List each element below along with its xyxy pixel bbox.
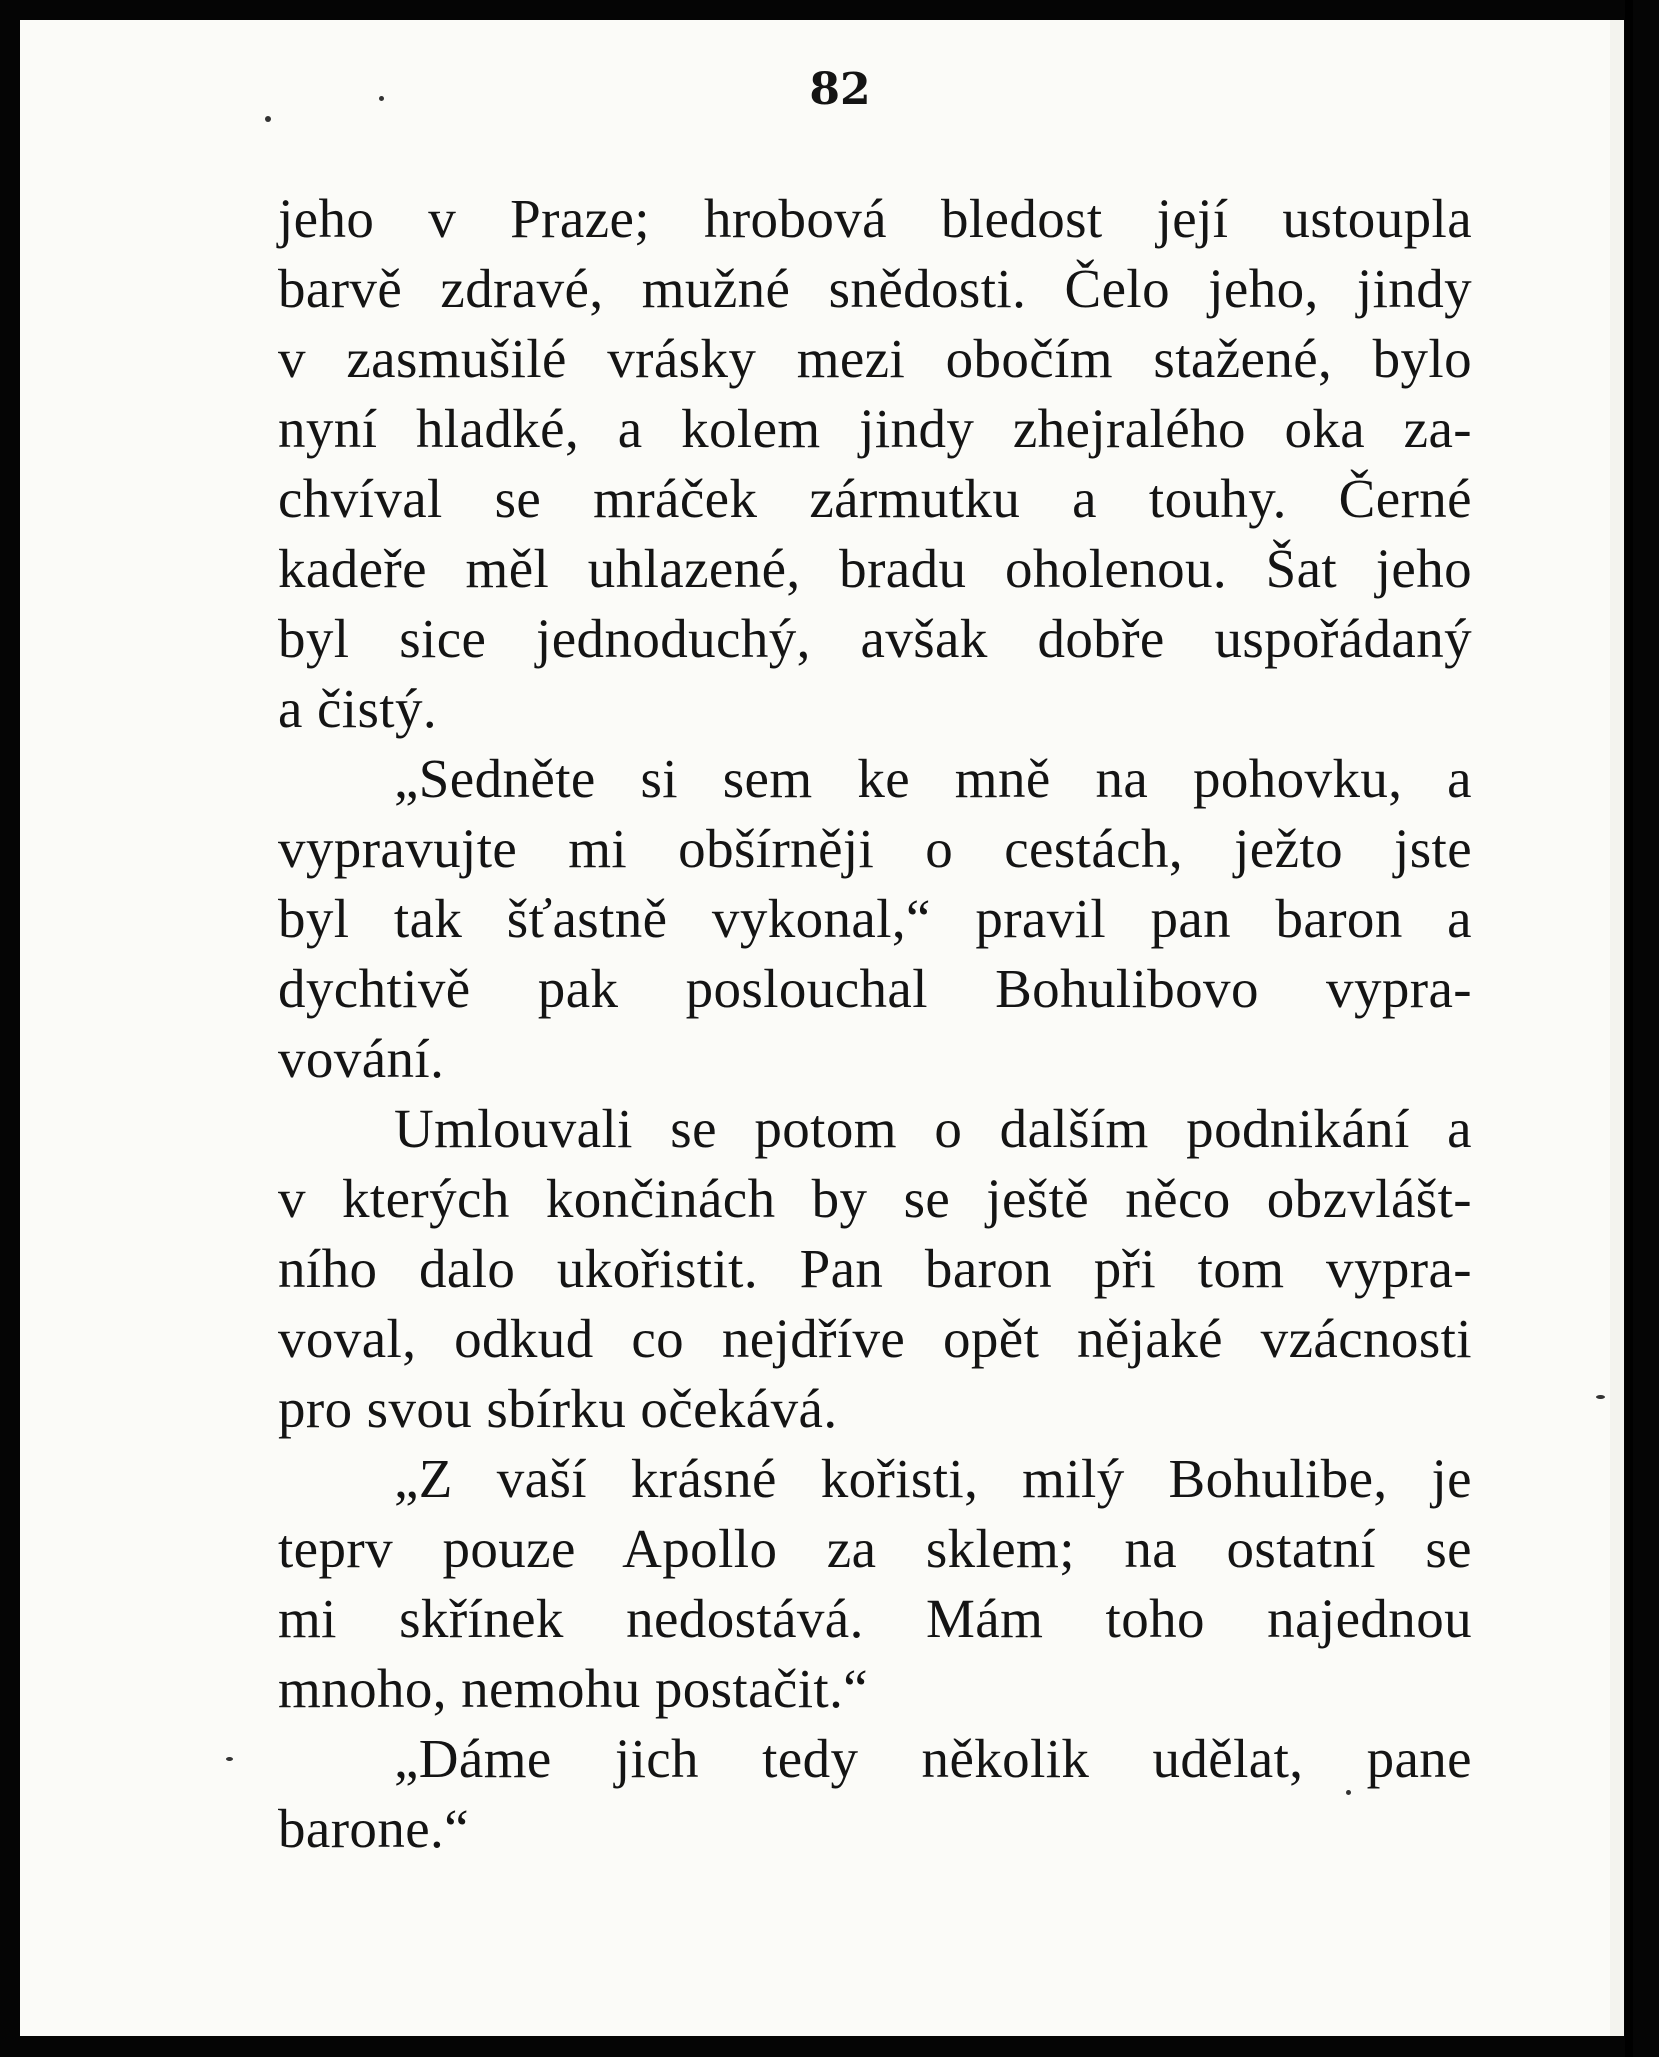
text-line: voval, odkud co nejdříve opět nějaké vzácnosti <box>278 1308 1472 1369</box>
text-line: barvě zdravé, mužné snědosti. Čelo jeho, jindy <box>278 258 1472 319</box>
text-line: chvíval se mráček zármutku a touhy. Černé <box>278 468 1472 529</box>
page-text <box>278 184 1472 1864</box>
text-line: dychtivě pak poslouchal Bohulibovo vypra- <box>278 958 1472 1019</box>
page-number: 82 <box>809 64 871 115</box>
scan-speck <box>1596 1395 1605 1399</box>
text-line: v kterých končinách by se ještě něco obzvlášt- <box>278 1168 1472 1229</box>
binding-shadow <box>1625 0 1633 2057</box>
text-line: pro svou sbírku očekává. <box>278 1378 838 1439</box>
text-line: nyní hladké, a kolem jindy zhejralého oka za- <box>278 398 1472 459</box>
scan-speck <box>1346 1790 1351 1795</box>
text-line: vování. <box>278 1028 445 1089</box>
text-line: kadeře měl uhlazené, bradu oholenou. Šat jeho <box>278 538 1472 599</box>
text-line: mnoho, nemohu postačit.“ <box>278 1658 869 1719</box>
text-line: „Dáme jich tedy několik udělat, pane <box>394 1728 1472 1789</box>
scan-speck <box>379 96 384 101</box>
text-line: vypravujte mi obšírněji o cestách, ježto jste <box>278 818 1472 879</box>
text-line: teprv pouze Apollo za sklem; na ostatní se <box>278 1518 1472 1579</box>
scan-speck <box>226 1757 233 1761</box>
text-line: byl tak šťastně vykonal,“ pravil pan baron a <box>278 888 1472 949</box>
text-line: „Sedněte si sem ke mně na pohovku, a <box>394 748 1472 809</box>
text-line: byl sice jednoduchý, avšak dobře uspořádaný <box>278 608 1472 669</box>
scan-speck <box>265 116 271 122</box>
text-line: ního dalo ukořistit. Pan baron při tom vypra- <box>278 1238 1472 1299</box>
text-line: „Z vaší krásné kořisti, milý Bohulibe, je <box>394 1448 1472 1509</box>
text-line: a čistý. <box>278 678 437 739</box>
text-line: v zasmušilé vrásky mezi obočím stažené, bylo <box>278 328 1472 389</box>
page-right-edge <box>1610 20 1624 2036</box>
text-line: Umlouvali se potom o dalším podnikání a <box>394 1098 1472 1159</box>
text-line: mi skřínek nedostává. Mám toho najednou <box>278 1588 1472 1649</box>
text-line: barone.“ <box>278 1798 470 1859</box>
text-line: jeho v Praze; hrobová bledost její ustoupla <box>278 188 1472 249</box>
